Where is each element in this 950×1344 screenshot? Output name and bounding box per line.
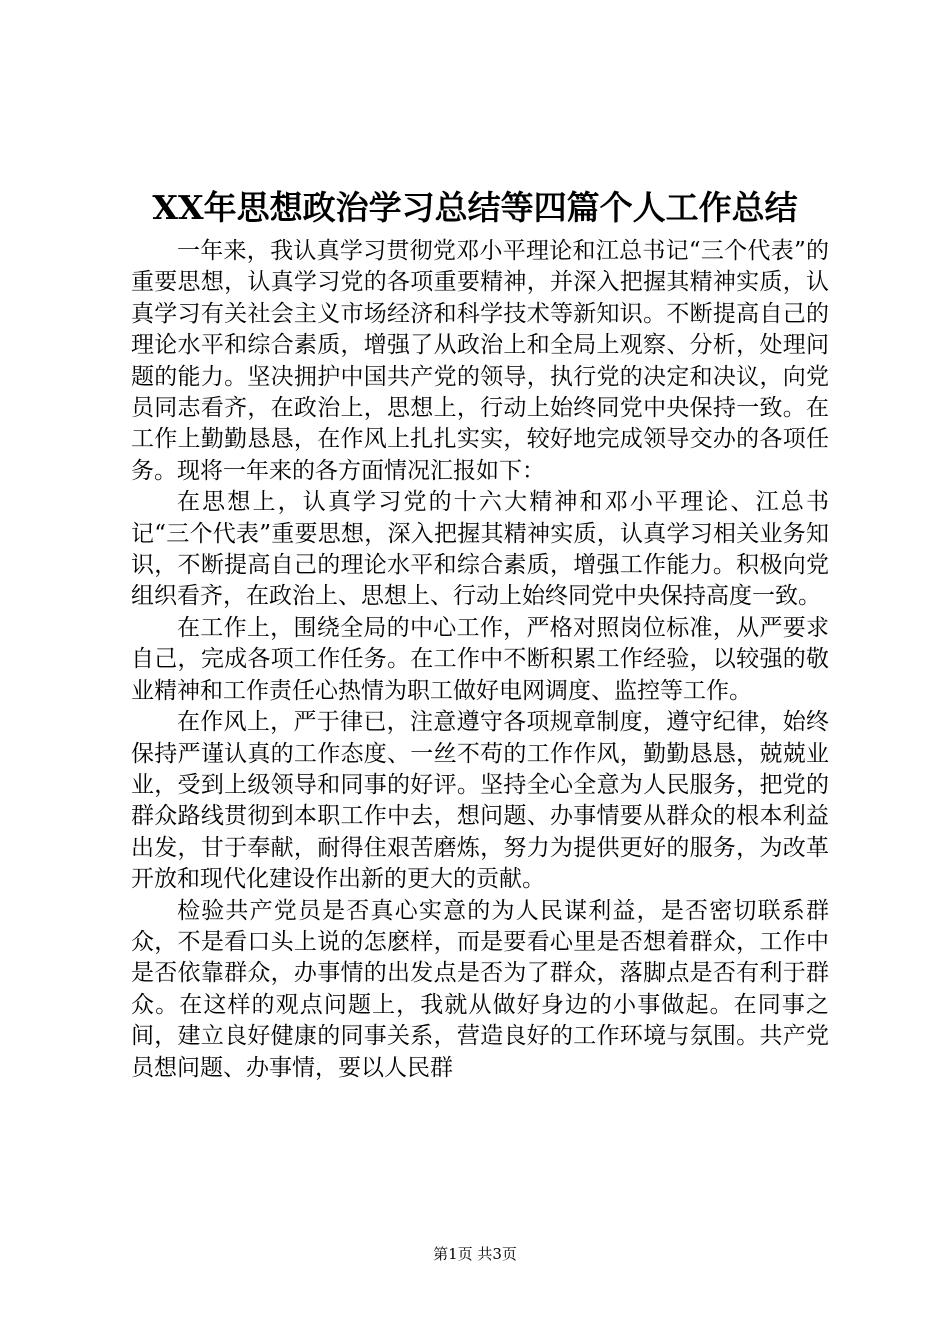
paragraph-intro: 一年来，我认真学习贯彻党邓小平理论和江总书记“三个代表”的重要思想，认真学习党的各项重要精神，并深入把握其精神实质，认真学习有关社会主义市场经济和科学技术等新知识。不断提高自己的理论水平和综合素质，增强了从政治上和全局上观察、分析，处理问题的能力。坚决拥护中国共产党的领导，执行党的决定和决议，向党员同志看齐，在政治上，思想上，行动上始终同党中央保持一致。在工作上勤勤恳恳，在作风上扎扎实实，较好地完成领导交办的各项任务。现将一年来的各方面情况汇报如下： [131,238,829,484]
paragraph-test: 检验共产党员是否真心实意的为人民谋利益，是否密切联系群众，不是看口头上说的怎麽样，而是要看心里是否想着群众，工作中是否依靠群众，办事情的出发点是否为了群众，落脚点是否有利于群众。在这样的观点问题上，我就从做好身边的小事做起。在同事之间，建立良好健康的同事关系，营造良好的工作环境与氛围。共产党员想问题、办事情，要以人民群 [131,897,829,1081]
page-number: 第1页 共3页 [433,1245,517,1263]
document-body [131,236,829,1084]
paragraph-work: 在工作上，围绕全局的中心工作，严格对照岗位标准，从严要求自己，完成各项工作任务。在工作中不断积累工作经验，以较强的敬业精神和工作责任心热情为职工做好电网调度、监控等工作。 [131,614,829,704]
paragraph-style: 在作风上，严于律已，注意遵守各项规章制度，遵守纪律，始终保持严谨认真的工作态度、一丝不苟的工作作风，勤勤恳恳，兢兢业业，受到上级领导和同事的好评。坚持全心全意为人民服务，把党的群众路线贯彻到本职工作中去，想问题、办事情要从群众的根本利益出发，甘于奉献，耐得住艰苦磨炼，努力为提供更好的服务，为改革开放和现代化建设作出新的更大的贡献。 [131,709,829,893]
paragraph-thought: 在思想上，认真学习党的十六大精神和邓小平理论、江总书记“三个代表”重要思想，深入把握其精神实质，认真学习相关业务知识，不断提高自己的理论水平和综合素质，增强工作能力。积极向党组织看齐，在政治上、思想上、行动上始终同党中央保持高度一致。 [131,489,829,610]
document-title: XX年思想政治学习总结等四篇个人工作总结 [152,188,798,227]
